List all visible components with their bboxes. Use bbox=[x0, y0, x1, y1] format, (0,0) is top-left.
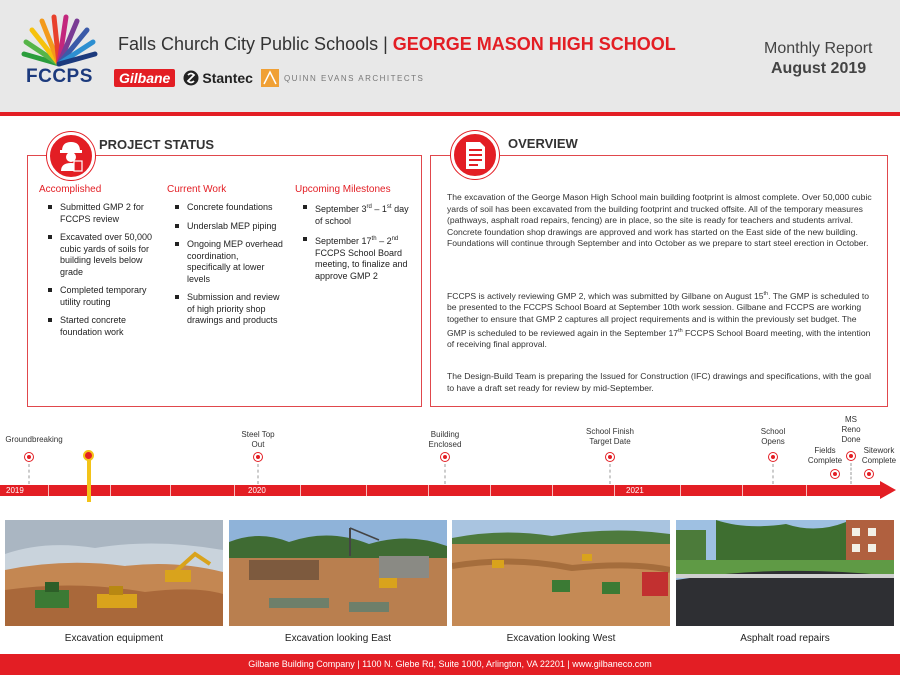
stantec-label: Stantec bbox=[202, 70, 253, 86]
milestone-connector bbox=[29, 464, 30, 484]
report-header bbox=[0, 0, 900, 112]
timeline-tick bbox=[300, 485, 301, 496]
timeline-tick bbox=[234, 485, 235, 496]
milestone-label: Groundbreaking bbox=[5, 435, 63, 444]
list-item: September 3rd – 1st day of school bbox=[301, 202, 413, 227]
milestone-label: School Opens bbox=[760, 427, 786, 446]
photo-asphalt-road-repairs bbox=[676, 520, 894, 626]
list-item: Submitted GMP 2 for FCCPS review bbox=[46, 202, 158, 225]
current-date-marker bbox=[87, 460, 91, 502]
quinn-evans-label: QUINN EVANS ARCHITECTS bbox=[283, 73, 425, 83]
photo-caption: Asphalt road repairs bbox=[740, 633, 830, 644]
stantec-logo bbox=[183, 70, 253, 86]
list-item: September 17th – 2nd FCCPS School Board meeting, to finalize and approve GMP 2 bbox=[301, 234, 413, 282]
milestone-connector bbox=[445, 464, 446, 484]
project-status-title: PROJECT STATUS bbox=[99, 137, 215, 152]
timeline-tick bbox=[170, 485, 171, 496]
timeline-tick bbox=[614, 485, 615, 496]
list-item: Concrete foundations bbox=[173, 202, 283, 214]
timeline-tick bbox=[806, 485, 807, 496]
title-school: GEORGE MASON HIGH SCHOOL bbox=[392, 34, 676, 54]
photo-caption: Excavation equipment bbox=[64, 633, 164, 644]
quinn-evans-logo bbox=[261, 69, 424, 87]
milestone-label: School Finish Target Date bbox=[585, 427, 635, 446]
list-item: Started concrete foundation work bbox=[46, 315, 158, 338]
partner-logos bbox=[114, 68, 424, 88]
timeline-year: 2020 bbox=[248, 486, 266, 495]
milestone-dot bbox=[441, 453, 449, 461]
current-date-marker-dot bbox=[83, 450, 94, 461]
page-title bbox=[118, 34, 676, 55]
milestone-label: MS Reno Done bbox=[841, 415, 861, 444]
photo-excavation-equipment bbox=[5, 520, 223, 626]
fccps-logo-text: FCCPS bbox=[26, 66, 93, 87]
timeline-tick bbox=[742, 485, 743, 496]
construction-worker-icon bbox=[47, 132, 95, 180]
milestone-dot bbox=[847, 452, 855, 460]
header-divider bbox=[0, 112, 900, 116]
timeline-year: 2021 bbox=[626, 486, 644, 495]
report-label: Monthly Report bbox=[764, 40, 873, 57]
photo-caption: Excavation looking West bbox=[506, 633, 616, 644]
milestone-connector bbox=[258, 464, 259, 484]
current-work-heading: Current Work bbox=[167, 184, 227, 195]
list-item: Underslab MEP piping bbox=[173, 221, 283, 233]
timeline-tick bbox=[428, 485, 429, 496]
milestone-connector bbox=[610, 464, 611, 484]
overview-paragraph-3: The Design-Build Team is preparing the Issued for Construction (IFC) drawings and specifications, with the goal to have a draft set ready for review by mid-September. bbox=[447, 371, 872, 393]
overview-paragraph-2: FCCPS is actively reviewing GMP 2, which was submitted by Gilbane on August 15th. The GMP is scheduled to be presented to the FCCPS School Board at September 10th work session. Gilbane and FCCPS are working together to ensure that GMP 2 captures all project requirements and is within the previously set budget. The GMP is scheduled to be reviewed again in the September 17th FCCPS School Board meeting, with the intention of receiving final approval. bbox=[447, 290, 871, 350]
milestone-dot bbox=[769, 453, 777, 461]
timeline-tick bbox=[366, 485, 367, 496]
photo-caption: Excavation looking East bbox=[284, 633, 392, 644]
list-item: Completed temporary utility routing bbox=[46, 285, 158, 308]
quinn-evans-mark-icon bbox=[261, 69, 279, 87]
timeline-year: 2019 bbox=[6, 486, 24, 495]
milestone-dot bbox=[606, 453, 614, 461]
timeline-tick bbox=[490, 485, 491, 496]
timeline-tick bbox=[552, 485, 553, 496]
current-work-list bbox=[173, 202, 283, 334]
milestone-dot bbox=[865, 470, 873, 478]
project-timeline bbox=[0, 410, 900, 510]
milestone-dot bbox=[831, 470, 839, 478]
milestone-label: Sitework Complete bbox=[861, 446, 897, 465]
list-item: Ongoing MEP overhead coordination, specifically at lower levels bbox=[173, 239, 283, 285]
overview-title: OVERVIEW bbox=[508, 136, 578, 151]
upcoming-milestones-heading: Upcoming Milestones bbox=[295, 184, 391, 195]
page-footer: Gilbane Building Company | 1100 N. Glebe Rd, Suite 1000, Arlington, VA 22201 | www.gilbaneco.com bbox=[0, 654, 900, 675]
fccps-fan-logo-icon bbox=[18, 14, 100, 68]
gilbane-logo: Gilbane bbox=[114, 69, 175, 87]
milestone-connector bbox=[851, 463, 852, 484]
milestone-label: Steel Top Out bbox=[241, 430, 275, 449]
milestone-dot bbox=[25, 453, 33, 461]
timeline-bar bbox=[0, 485, 880, 496]
timeline-arrow-icon bbox=[880, 481, 896, 499]
timeline-tick bbox=[680, 485, 681, 496]
overview-paragraph-1: The excavation of the George Mason High School main building footprint is almost complete. Over 50,000 cubic yards of soil has been excavated from the building footprint and trucked offsite. All of the temporary measures (pathways, asphalt road repairs, fencing) are in place, so the site is ready for teachers and students arrival. Concrete foundation shop drawings are approved and work has started on the East side of the new building. Foundations will continue through September and into October as we prepare to start steel erection in October. bbox=[447, 192, 872, 249]
title-prefix: Falls Church City Public Schools | bbox=[118, 34, 393, 54]
milestone-connector bbox=[773, 464, 774, 484]
milestone-dot bbox=[254, 453, 262, 461]
report-date: August 2019 bbox=[771, 60, 867, 77]
milestone-label: Fields Complete bbox=[807, 446, 843, 465]
list-item: Excavated over 50,000 cubic yards of soils for building levels below grade bbox=[46, 232, 158, 278]
list-item: Submission and review of high priority shop drawings and products bbox=[173, 292, 283, 327]
accomplished-heading: Accomplished bbox=[39, 184, 102, 195]
photo-excavation-east bbox=[229, 520, 447, 626]
timeline-tick bbox=[110, 485, 111, 496]
stantec-mark-icon bbox=[183, 70, 199, 86]
photo-excavation-west bbox=[452, 520, 670, 626]
document-icon bbox=[451, 131, 499, 179]
milestone-label: Building Enclosed bbox=[428, 430, 462, 449]
accomplished-list bbox=[46, 202, 158, 345]
upcoming-milestones-list bbox=[301, 202, 413, 289]
timeline-tick bbox=[48, 485, 49, 496]
